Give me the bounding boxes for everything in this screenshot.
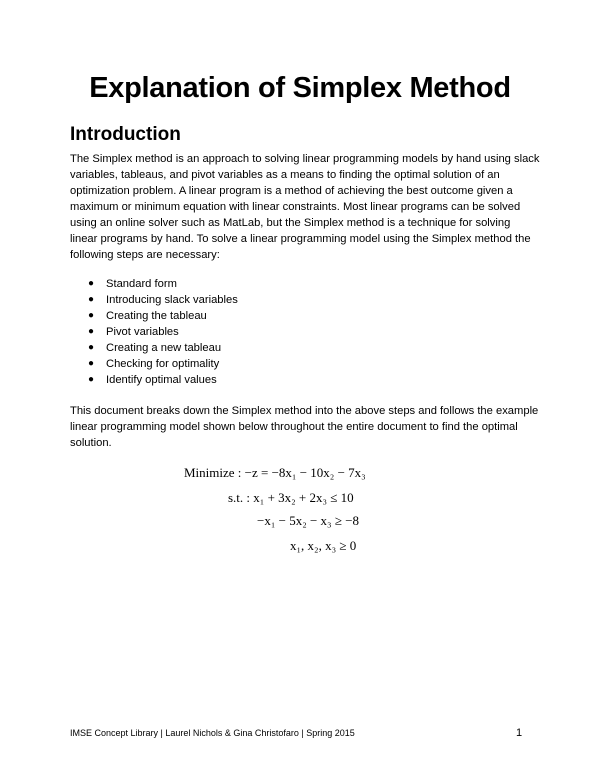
bullet-icon: ● — [88, 342, 95, 353]
page-number: 1 — [516, 727, 523, 739]
list-item — [88, 308, 238, 324]
bullet-icon: ● — [88, 310, 95, 321]
bullet-icon: ● — [88, 358, 95, 369]
bullet-icon: ● — [88, 326, 95, 337]
constraint-equation-1: s.t. : x₁ + 3x₂ + 2x₃ ≤ 10 — [228, 490, 354, 505]
bullet-icon: ● — [88, 374, 95, 385]
list-item — [88, 356, 238, 372]
step-label: Pivot variables — [106, 326, 179, 338]
step-label: Creating the tableau — [106, 310, 207, 322]
list-item — [88, 372, 238, 388]
page-title: Explanation of Simplex Method — [89, 72, 511, 104]
step-label: Identify optimal values — [106, 374, 217, 386]
step-label: Introducing slack variables — [106, 294, 238, 306]
step-label: Standard form — [106, 278, 177, 290]
objective-equation: Minimize : −z = −8x₁ − 10x₂ − 7x₃ — [184, 465, 366, 480]
step-label: Creating a new tableau — [106, 342, 222, 354]
list-item — [88, 324, 238, 340]
page-footer: IMSE Concept Library | Laurel Nichols & Gina Christofaro | Spring 2015 — [70, 728, 355, 738]
list-item — [88, 340, 238, 356]
constraint-equation-2: −x₁ − 5x₂ − x₃ ≥ −8 — [257, 513, 360, 528]
bullet-icon: ● — [88, 294, 95, 305]
steps-list — [88, 276, 238, 388]
intro-paragraph: The Simplex method is an approach to solving linear programming models by hand using slack variables, tableaus, and pivot variables as a means to finding the optimal solution of an optimization problem. A linear program is a method of achieving the best outcome given a maximum or minimum equation with linear constraints. Most linear programs can be solved using an online solver such as MatLab, but the Simplex method is a technique for solving linear programs by hand. To solve a linear programming model using the Simplex method the following steps are necessary: — [70, 153, 540, 261]
step-label: Checking for optimality — [106, 358, 220, 370]
section-heading-introduction: Introduction — [70, 124, 181, 145]
nonnegativity-constraint: x₁, x₂, x₃ ≥ 0 — [290, 538, 357, 553]
closing-paragraph: This document breaks down the Simplex method into the above steps and follows the example linear programming model shown below throughout the entire document to find the optimal solution. — [70, 405, 539, 449]
list-item — [88, 276, 238, 292]
list-item — [88, 292, 238, 308]
bullet-icon: ● — [88, 278, 95, 289]
